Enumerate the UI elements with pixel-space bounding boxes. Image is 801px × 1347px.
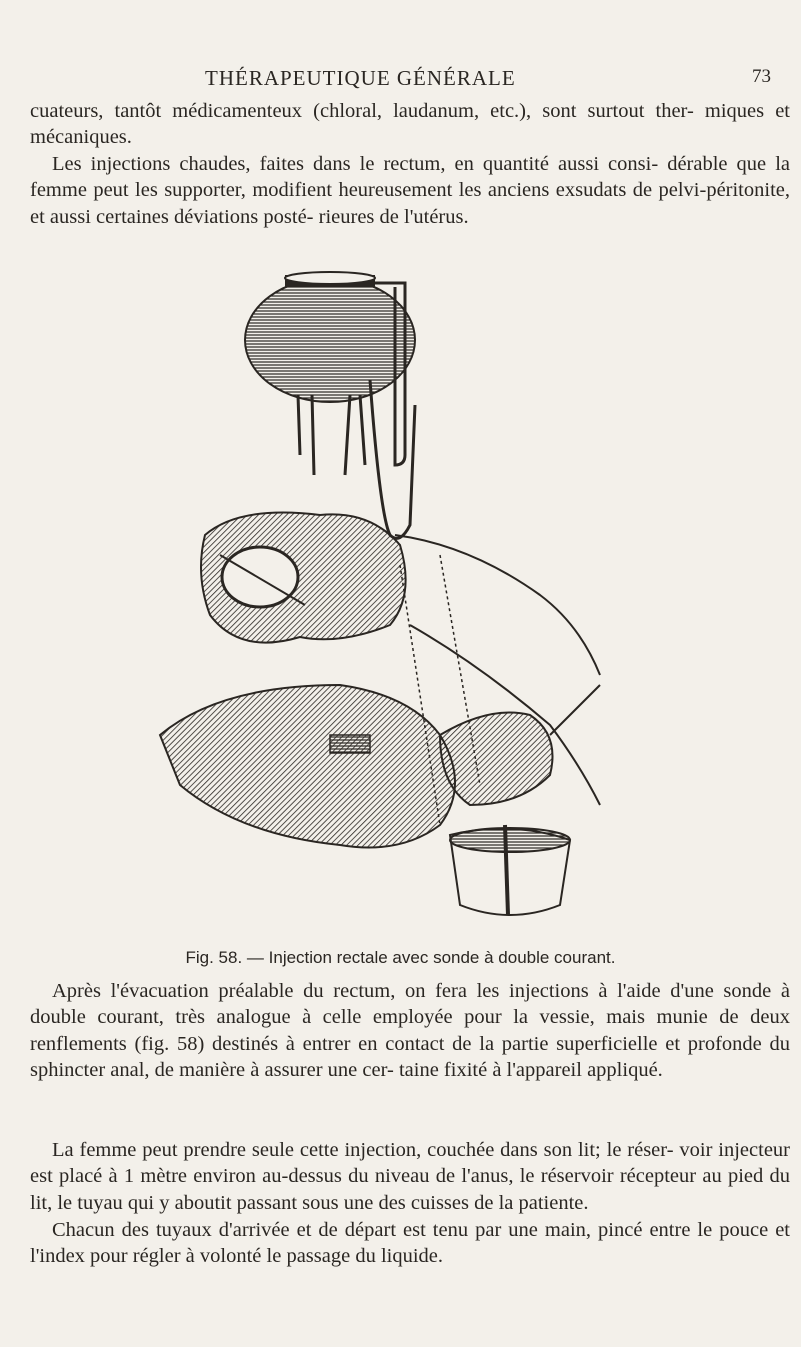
paragraph-2: Les injections chaudes, faites dans le rectum, en quantité aussi consi- dérable que la femme peut les supporter, modifient heureusement les anciens exsudats de pelvi-péritonite, et aussi certaines déviations posté- rieures de l'utérus. — [30, 153, 790, 228]
page-number: 73 — [752, 66, 771, 87]
paragraph-5: Chacun des tuyaux d'arrivée et de départ est tenu par une main, pincé entre le pouce et l'index pour régler à volonté le passage du liquide. — [30, 1219, 790, 1268]
figure-caption: Fig. 58. — Injection rectale avec sonde à double courant. — [185, 948, 616, 967]
hand-upper — [201, 513, 406, 643]
running-header — [0, 66, 801, 96]
paragraph-4: La femme peut prendre seule cette injection, couchée dans son lit; le réser- voir injecteur est placé à 1 mètre environ au-dessus du niveau de l'anus, le réservoir récepteur au pied du lit, le tuyau qui y aboutit passant sous une des cuisses de la patiente. — [30, 1139, 790, 1214]
reservoir-vessel — [245, 272, 415, 538]
figure-illustration — [140, 265, 650, 955]
paragraph-3: Après l'évacuation préalable du rectum, on fera les injections à l'aide d'une sonde à double courant, très analogue à celle employée pour la vessie, mais munie de deux renflements (fig. 58) destinés à entrer en contact de la partie superficielle et profonde du sphincter anal, de manière à assurer une cer- taine fixité à l'appareil appliqué. — [30, 980, 790, 1082]
header-title: THÉRAPEUTIQUE GÉNÉRALE — [205, 66, 516, 90]
hand-lower — [440, 685, 600, 805]
receiving-basin — [450, 825, 570, 915]
paragraph-1: cuateurs, tantôt médicamenteux (chloral, laudanum, etc.), sont surtout ther- miques et mécaniques. — [30, 100, 790, 149]
